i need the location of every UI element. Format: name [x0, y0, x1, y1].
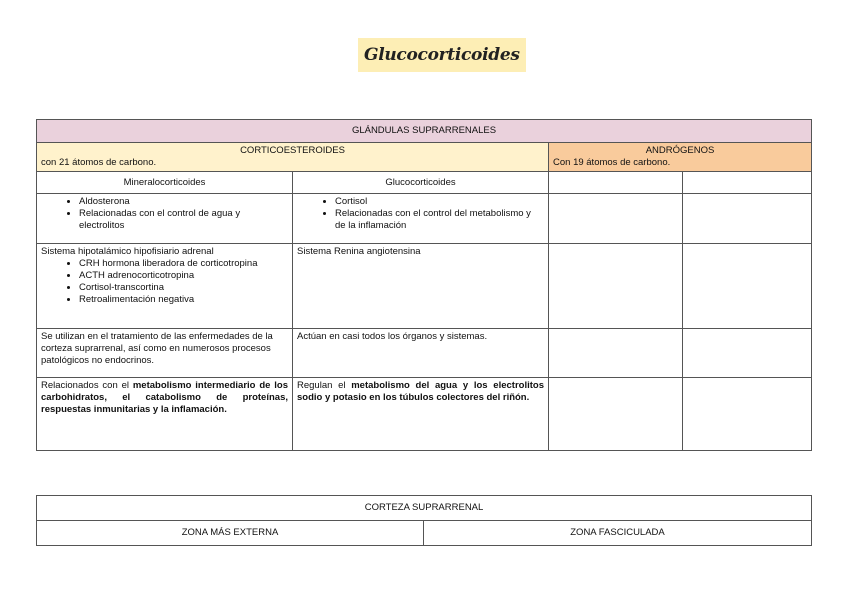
glands-table	[36, 119, 812, 451]
glands-header: GLÁNDULAS SUPRARRENALES	[37, 120, 812, 143]
androgenos-subtitle: Con 19 átomos de carbono.	[553, 157, 671, 168]
cortex-table	[36, 495, 812, 546]
page-title: Glucocorticoides	[358, 38, 526, 72]
empty-cell	[683, 378, 812, 451]
list-item: • Relacionadas con el control de agua y electrolitos	[79, 208, 288, 232]
row4-col1-prefix: Relacionados con el	[41, 380, 133, 391]
bullet-list	[41, 196, 288, 232]
corticoesteroides-title: CORTICOESTEROIDES	[240, 145, 345, 156]
list-item: • Cortisol	[335, 196, 544, 208]
corticoesteroides-subtitle: con 21 átomos de carbono.	[41, 157, 157, 168]
empty-cell	[683, 194, 812, 244]
row1-col1	[37, 194, 293, 244]
empty-cell	[549, 244, 683, 329]
empty-cell	[683, 172, 812, 194]
row3-col1: Se utilizan en el tratamiento de las enfermedades de la corteza suprarrenal, así como en numerosos procesos patológicos no endocrinos.	[37, 329, 293, 378]
bullet-list	[41, 258, 288, 306]
list-item: • ACTH adrenocorticotropina	[79, 270, 288, 282]
cortex-header: CORTEZA SUPRARRENAL	[37, 496, 812, 521]
list-item: • Relacionadas con el control del metabolismo y de la inflamación	[335, 208, 544, 232]
row2-col1	[37, 244, 293, 329]
list-item: • Aldosterona	[79, 196, 288, 208]
mineralocorticoides-header: Mineralocorticoides	[37, 172, 293, 194]
empty-cell	[549, 378, 683, 451]
glucocorticoides-header: Glucocorticoides	[293, 172, 549, 194]
row2-lead: Sistema hipotalámico hipofisiario adrenal	[41, 246, 214, 257]
list-item: • Cortisol-transcortina	[79, 282, 288, 294]
row4-col1-bold: metabolismo intermediario de los carbohidratos, el catabolismo de proteínas, respuestas inmunitarias y la inflamación.	[41, 380, 288, 415]
zone-cell: ZONA MÁS EXTERNA	[37, 521, 424, 546]
row1-col2	[293, 194, 549, 244]
row4-col2-bold: metabolismo del agua y los electrolitos sodio y potasio en los túbulos colectores del riñón.	[297, 380, 544, 403]
empty-cell	[549, 172, 683, 194]
corticoesteroides-header	[37, 143, 549, 172]
androgenos-title: ANDRÓGENOS	[645, 145, 715, 156]
row4-col2-prefix: Regulan el	[297, 380, 352, 391]
empty-cell	[683, 329, 812, 378]
empty-cell	[683, 244, 812, 329]
empty-cell	[549, 194, 683, 244]
list-item: • Retroalimentación negativa	[79, 294, 288, 306]
bullet-list	[297, 196, 544, 232]
zone-cell: ZONA FASCICULADA	[424, 521, 812, 546]
row4-col2	[293, 378, 549, 451]
row2-col2: Sistema Renina angiotensina	[293, 244, 549, 329]
list-item: • CRH hormona liberadora de corticotropina	[79, 258, 288, 270]
row4-col1	[37, 378, 293, 451]
androgenos-header	[549, 143, 812, 172]
row3-col2: Actúan en casi todos los órganos y sistemas.	[293, 329, 549, 378]
empty-cell	[549, 329, 683, 378]
